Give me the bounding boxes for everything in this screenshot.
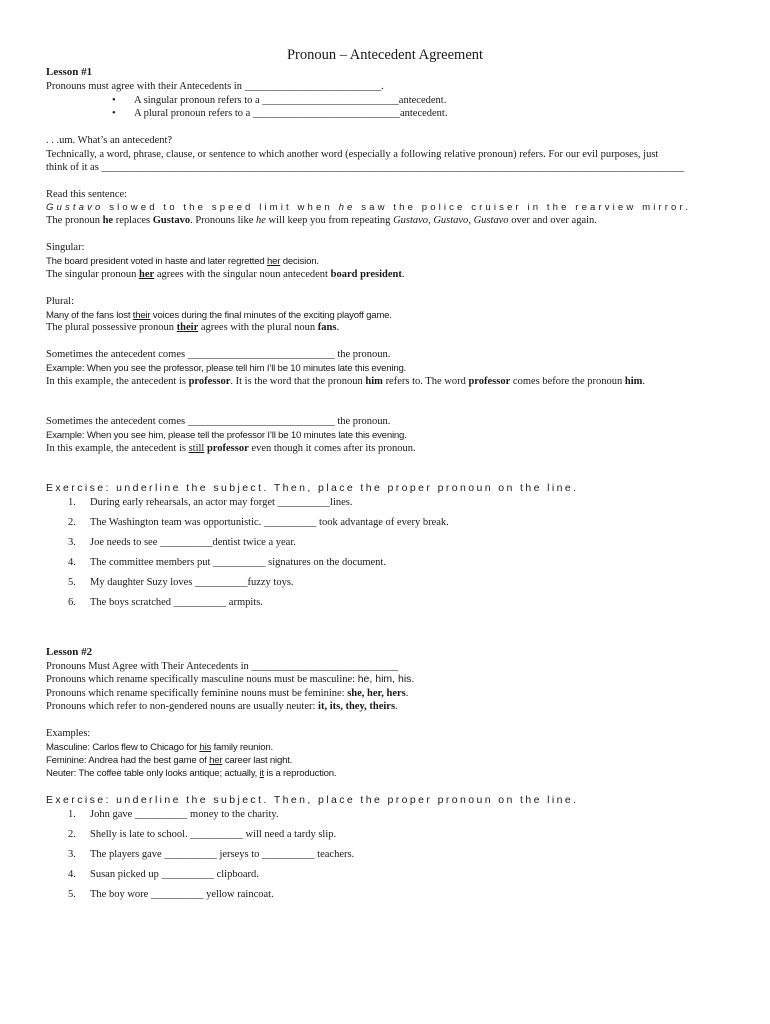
singular-explanation: The singular pronoun her agrees with the singular noun antecedent board president. (46, 269, 405, 280)
lesson1-intro: Pronouns must agree with their Antecedents in __________________________. (46, 81, 384, 92)
example-after-explanation: In this example, the antecedent is still professor even though it comes after its pronoun. (46, 443, 416, 454)
plural-explanation: The plural possessive pronoun their agrees with the plural noun fans. (46, 322, 340, 333)
list-item: 5. The boy wore __________ yellow raincoat. (68, 889, 274, 900)
example-before: Example: When you see the professor, please tell him I’ll be 10 minutes late this evening. (46, 363, 407, 374)
lesson2-heading: Lesson #2 (46, 646, 93, 658)
lesson2-intro: Pronouns Must Agree with Their Antecedents in ____________________________ (46, 661, 399, 672)
bullet-icon: • (112, 95, 116, 106)
exercise-1-instructions: Exercise: underline the subject. Then, place the proper pronoun on the line. (46, 482, 579, 494)
sometimes-after: Sometimes the antecedent comes ____________________________ the pronoun. (46, 416, 391, 427)
masculine-example: Masculine: Carlos flew to Chicago for his family reunion. (46, 742, 273, 753)
list-item: 4. Susan picked up __________ clipboard. (68, 869, 259, 880)
plural-label: Plural: (46, 296, 74, 307)
list-item: 1. During early rehearsals, an actor may forget __________lines. (68, 497, 353, 508)
plural-example: Many of the fans lost their voices during the final minutes of the exciting playoff game. (46, 310, 392, 321)
masculine-rule: Pronouns which rename specifically masculine nouns must be masculine: he, him, his. (46, 673, 415, 685)
list-item: 6. The boys scratched __________ armpits. (68, 597, 263, 608)
pronoun-explanation: The pronoun he replaces Gustavo. Pronouns like he will keep you from repeating Gustavo, Gustavo, Gustavo over and over again. (46, 215, 597, 226)
bullet-icon: • (112, 108, 116, 119)
bullet-text: A plural pronoun refers to a ____________________________antecedent. (134, 108, 448, 119)
list-item: 5. My daughter Suzy loves __________fuzzy toys. (68, 577, 294, 588)
examples-label: Examples: (46, 728, 91, 739)
bullet-text: A singular pronoun refers to a __________________________antecedent. (134, 95, 447, 106)
sometimes-before: Sometimes the antecedent comes ____________________________ the pronoun. (46, 349, 391, 360)
singular-label: Singular: (46, 242, 85, 253)
list-item: 1. John gave __________ money to the charity. (68, 809, 279, 820)
definition-line-1: Technically, a word, phrase, clause, or sentence to which another word (especially a following relative pronoun) refers. For our evil purposes, just (46, 149, 659, 160)
feminine-rule: Pronouns which rename specifically feminine nouns must be feminine: she, her, hers. (46, 688, 409, 699)
page-title: Pronoun – Antecedent Agreement (286, 47, 484, 63)
singular-example: The board president voted in haste and later regretted her decision. (46, 256, 319, 267)
definition-line-2: think of it as _______________________________________________________________________________________________________________ (46, 162, 685, 173)
list-item: 4. The committee members put __________ signatures on the document. (68, 557, 386, 568)
neuter-rule: Pronouns which refer to non-gendered nouns are usually neuter: it, its, they, theirs. (46, 701, 398, 712)
read-label: Read this sentence: (46, 189, 128, 200)
list-item: 2. Shelly is late to school. __________ will need a tardy slip. (68, 829, 337, 840)
lesson1-heading: Lesson #1 (46, 66, 93, 78)
list-item: 3. Joe needs to see __________dentist twice a year. (68, 537, 296, 548)
exercise-2-instructions: Exercise: underline the subject. Then, place the proper pronoun on the line. (46, 794, 579, 806)
bullet-item (112, 94, 446, 107)
example-after: Example: When you see him, please tell the professor I’ll be 10 minutes late this evening. (46, 430, 407, 441)
whats-question: . . .um. What’s an antecedent? (46, 135, 173, 146)
sample-sentence: Gustavo slowed to the speed limit when he saw the police cruiser in the rearview mirror. (46, 202, 692, 213)
feminine-example: Feminine: Andrea had the best game of her career last night. (46, 755, 293, 766)
list-item: 2. The Washington team was opportunistic. __________ took advantage of every break. (68, 517, 449, 528)
list-item: 3. The players gave __________ jerseys to __________ teachers. (68, 849, 355, 860)
bullet-item (112, 107, 447, 120)
neuter-example: Neuter: The coffee table only looks antique; actually, it is a reproduction. (46, 768, 337, 779)
example-before-explanation: In this example, the antecedent is professor. It is the word that the pronoun him refers to. The word professor comes before the pronoun him. (46, 376, 646, 387)
